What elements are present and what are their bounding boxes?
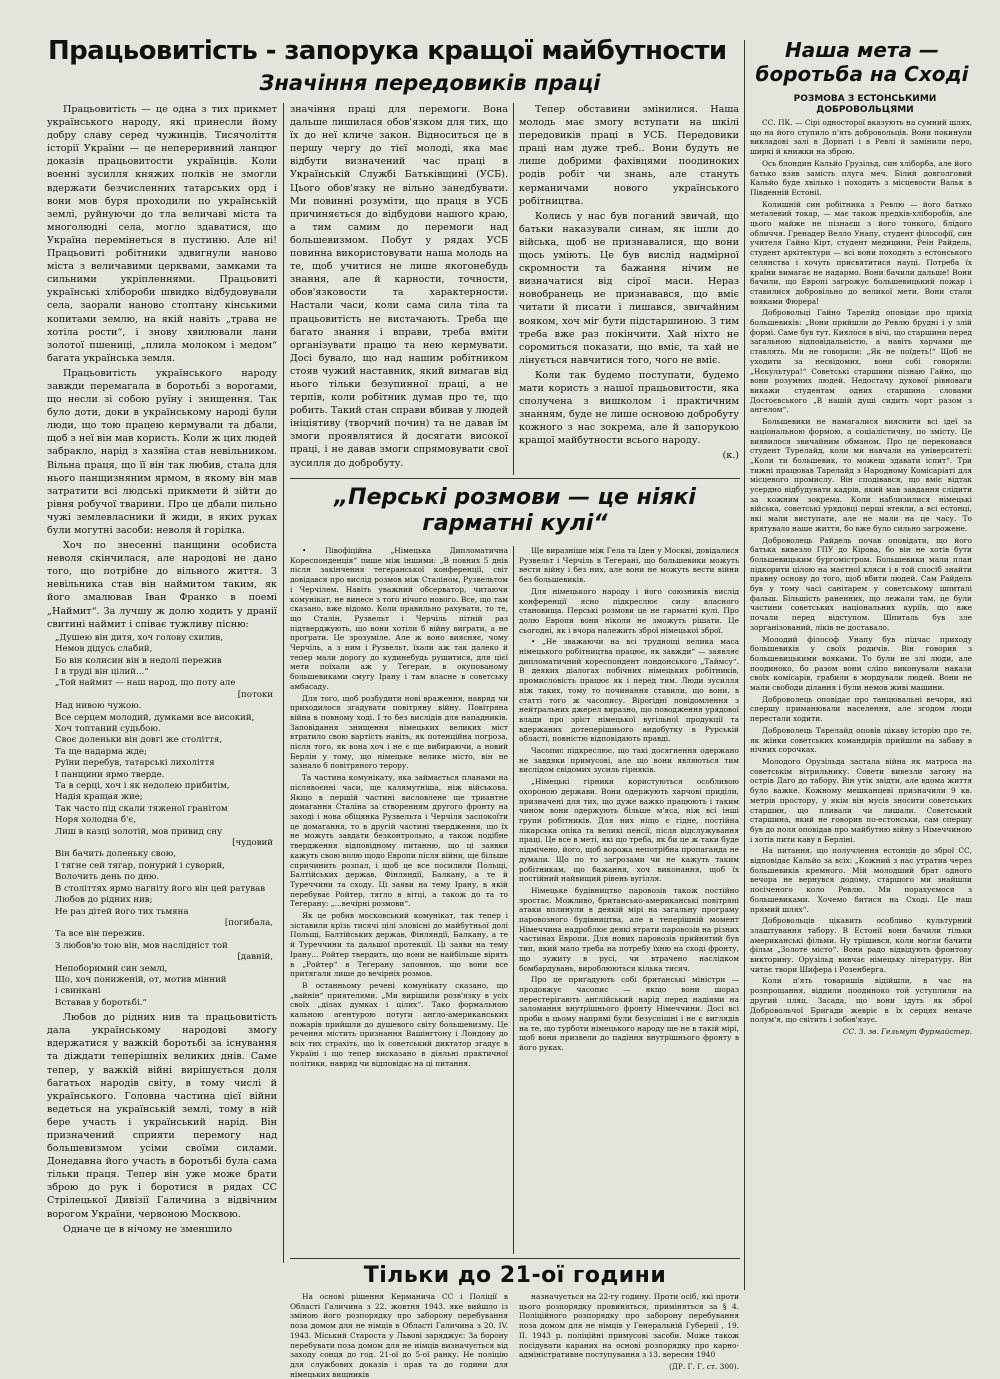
poem-line: Не раз дітей його тих тьмяна [55, 906, 189, 917]
paragraph: значіння праці для перемоги. Вона дальше лишилася обов'язком для тих, що їх до неї кличе закон. Відноситься це в першу чергу до тієї молоді, яка має відбути визначений час праці в Українській Службі Батьківщині (УСБ). Цього обов'язку не вільно занедбувати. Ми повинні розуміти, що праця в УСБ причиняється до відбудови нашого краю, а тим самим до перемоги над большевизмом. Побут у рядах УСБ повинна використовувати наша молодь на те, щоб учитися не лише якогонебудь знання, але й карности, точности, обов'язковости та характерности. Настали часи, коли сама сила тіла та працьовитість не вистачають. Треба ще багато знання і вправи, треба вміти організувати працю та нею кермувати. Досі бувало, що над нашим робітником стояв чужий наставник, який вимагав від нього тільки безупинної праці, а не терпів, коли робітник думав про те, що робить. Такий стан справи вбивав у людей ініціятиву (творчий почин) та не давав їм змоги проявлятися й досягати високої праці, і не давав змоги спрямовувати свої зусилля до добробуту. [290, 104, 508, 469]
section-divider [290, 1258, 740, 1259]
column-divider [513, 103, 514, 475]
author-signature: СС. З. зв. Гельмут Фурмайстер. [842, 1026, 972, 1036]
poem-line: Та ще надарма жде; [55, 746, 147, 757]
paragraph: На основі рішення Керманича СС і Поліції в Області Галичина з 22. жовтня 1943. яке вийшло із зміною його розпорядку про заборону перебування поза домом для не німців в Області Галичина з 20. IV. 1943. Міський Староста у Львові заряджує: За борону перебувати поза домом для не німців визначується від заходу сонця до год. 21-ої до 5-ої ранку. Не поліцію для службових доказів і прав та до години для німецьких вищників [290, 1292, 508, 1379]
poem-line: І в труді він цілий...“ [55, 666, 149, 677]
poem-line: і свинкані [55, 986, 101, 997]
poem-line: З любов'ю тою він, мов наслідніст той [55, 940, 228, 951]
persian-article-column-1 [290, 546, 508, 1254]
poem-line: Надія кращая жие; [55, 792, 143, 803]
curfew-headline: Тільки до 21-ої години [363, 1263, 667, 1288]
paragraph: Для німецького народу і його союзників вислід конференції ясно підкреслює силу власного становища. Перські розмови це не гарматні кулі. Про долю Европи вони ніколи не зможуть рішати. Це сьогодні, як і вчора належить зброї німецької зброї. [519, 586, 739, 635]
column-divider [283, 103, 284, 1263]
poem-line: Волочить день по дню. [55, 872, 160, 883]
poem-line: [давній, [237, 952, 273, 963]
poem-line: Так часто під скали тяженої гранітом [55, 803, 228, 814]
poem-line: [погибала, [224, 917, 273, 928]
paragraph: Та частина комунікату, яка займається планами на післявоєнні часи, ще калямутніша, ніж військова. Якщо в першій частині висловлене ще триантне домагання Сталіна за створенням другого фронту на заході і нова обіцянка Рузвельта і Черчіля заспокоїти це домагання, то в другій частині твердження, що їх не можуть завдати безконтрольно, а також подібне твердження відповідному питанню, що ці заявки кажуть свою волю щодо Европи після війни, ще більше спричинить розпал, і щоб це все посилили Польщі, Балтійських держав, Фінляндії, Балкану, а те й Туреччини та сходу. Ці заяви на тему Ірану, в якій перебуває Ройтер, тягло в вітці, а також до та то Тегерану: „...вечірні розмови“. [290, 773, 508, 909]
poem-line: „Душею він дитя, хоч голову схилив, [55, 632, 224, 643]
poem-line: Лиш в казці золотій, мов привид сну [55, 826, 223, 837]
main-article-column-2 [290, 103, 508, 475]
poem-line: І панщини ярмо тверде. [55, 769, 165, 780]
poem-line: Любов до рідних нив; [55, 895, 153, 906]
paragraph: Доброволець оповідає про танцювальні вечори, які спершу приманювали населення, але згодом люди перестали ходити. [750, 694, 972, 724]
paragraph: Коли так будемо поступати, будемо мати користь з нашої працьовитости, яка сполучена з вишколом і практичним знанням, буде не лише основою добробуту кожного з нас зокрема, але й запорукою кращої майбутности всього народу. [519, 369, 739, 447]
paragraph: Добровольці Гайно Тарелйд оповідає про прихід большевиків: „Вони прийшли до Ревлю брудні і у злій формі. Саме був тут. Киялося в вічі, що старшини перед загальною відповідальністю, а навіть харчами ще ставлять. Ми не говорили: „Як не поїдеть!“ Щоб не уходити за несвідомих, вони собі говорили: „Нєкультура!“ Советські старшини пізнаю Гайно, що вони розумних людей. Недостачу духової рівноваги викажи студентам одних старшина словами Достоєвського „В нашій душі сидить чорт разом з ангелом“. [750, 308, 972, 415]
paragraph: Для того, щоб розбудити нові враження, навряд чи приходилося згадувати повітряну війну. Повітряна війна в повному ході. І то без вислідів для нападників. Заповідання знищення німецьких великих міст втратило свою вартість навіть, як потенційна погроза, після того, як вона хоч і не є ще вибираючи, а новий Берлін у тому, що німецьке велике місто, він не зазнало б повітряного терору. [290, 693, 508, 771]
paragraph: „Німецькі гірники користуються особливою охороною держави. Вони одержують харчові приділи, призначені для тих, що дуже важко працюють і таким чином вони одержують більше м'яса, ніж всі інші групи робітників. Для них ніщо є гідне, постійна лікарська опіка та великі пенсії, після відслужування праці. Це все в меті, які що треба, як би це ж таки буде підмічено, його, щоб ворожа непотрібна пропаганда не думали. Що по то загрозами чи не кажуть таким робітникам, що бажання, хоч виконання, щоб їх постійний найвищий рівень вугілля. [519, 777, 739, 884]
side-article-column [750, 118, 972, 1278]
poem-line: Він бачить доленьку свою, [55, 849, 177, 860]
poem-line: Бо він колисин він в недолі пережив [55, 655, 222, 666]
poem-excerpt [55, 633, 277, 1009]
paragraph: Доброволець Райдель почав оповідати, що його батька вивезло ГПУ до Кірова, бо він не хотів бути большевицьким бургомістром. Большевики мали план підкорити цілою на маєтної кляси і в той спосіб знайти правну основу до того, щоб вбити людей. Сам Райдель був у тому часі санітарем у советському шпиталі фальш. Більшість раненних, що лежали там, це були частини советських національних куріїв, що вже почали перед відступом. Шпиталь був зле зорганізований, ліків не доставало. [750, 535, 972, 632]
poem-line: Руїни перебув, татарські лихоліття [55, 758, 215, 769]
poem-line: Все серцем молодий, думками все високий, [55, 712, 255, 723]
paragraph: Молодого Орузільда застала війна як матроса на советськім вітрильнику. Совети вивезли загону на острів Даго до табору. Він утік звідти, але вдома життя було важке. Кожному мешканцеві призначили 9 кв. метрів простору, у якім він мусів зносити советських старшин, що пливали чи лишали. Советський старшина, який не говорив по-естонськи, сам спершу був до поля оповідав про майбутню війну з Німеччиною і хотів пити каву в Берліні. [750, 757, 972, 844]
poem-line: Хоч топтаний судьбою. [55, 724, 161, 734]
paragraph: Тепер обставини змінилися. Наша молодь має змогу вступати на шкілі передовиків праці в УСБ. Передовики праці нам дуже треб.. Вони будуть не лише добрими фахівцями поодиноких родів робіт чи знань, але стануть керманичами нового українського робітництва. [519, 104, 739, 207]
poem-line: Над нивою чужою. [55, 701, 142, 712]
poem-line: Що, хоч пониженій, от, мотив мінний [55, 974, 227, 985]
paragraph: СС. ПК. — Сірі односторої вказують на сумний шлях, що на його ступило п'ять добровольців. Вони покинули викладові залі в Дорпаті і в Ревлі й замінили перо, ширкі й книжки на зброю. [750, 118, 972, 157]
paragraph: Як це робив московський комунікат, так тепер і зіставили крізь тисячі цілі зловісні до майбутньої долі Польщі, Балтійських держав, Фінляндії, Балкану, а те й Туреччини та дальшої протекції. Ці заяви на тему Ірану... Ройтер твердить, що вони не найбільше вірять в „Ройтер“ в Тегерану заповнюв, що вони все притягали лише до вечірніх розмов. [290, 911, 508, 979]
persian-headline-line1: „Перські розмови — це ніякі [334, 485, 696, 510]
paragraph: Працьовитість — це одна з тих прикмет українського народу, які принесли йому добру славу серед чужинців. Тисячоліття історії України — це непереривний ланцюг доказів працьовитости українців. Коли военні зусилля княжих полків не змогли вдержати безчисленних татарських орд і вони мов буря проходили по українській землі, руйнуючи до тла величаві міста та многолюдні села, могло здаватися, що Україна перемінеться в пустиню. Але ні! Працьовиті робітники здвигнули наново міста з величавими церквами, замками та сильними укріпленнями. Працьовиті українські хлібороби швидко відбудовували села, заорали наново стоптану кінськими копитами землю, на якій навіть „трава не хотіла рости“, і знову хвилювали лани золотої пшениці, „плила молоком і медом“ багата українська земля. [47, 104, 277, 364]
column-divider [513, 546, 514, 1254]
paragraph: Любов до рідних нив та працьовитість дала українському народові змогу вдержатися у важкій боротьбі за існування та діждати теперішніх великих днів. Саме тепер, у важкій війні вирішується доля багатьох народів світу, в тому числі й українського. Головна частина цієї війни ведеться на українській землі, тому в ній бере участь і український нарід. Він призначений сприяти перемогу над большевизмом усіми своїми силами. Донедавна його участь в боротьбі була сама тільки праця. Тепер він уже може брати зброю до рук і боротися в рядах СС Стрілецької Дивізії Галичина з відвічним ворогом України, червоною Москвою. [47, 1012, 277, 1220]
paragraph: Часопис підкреслює, що такі досягнення одержано не завдяки примусові, але що вони являються тим вислідом свідомих зусиль гірняків. [519, 746, 739, 775]
poem-line: Своє доленьки він довгі же століття, [55, 735, 223, 746]
persian-article-column-2 [519, 546, 739, 1254]
paragraph: Коли п'ять товаришів відійшли, в час на розпрощання, віддили поодиноко той уступлили на другий пляц. Засада, що вони ідуть як зброї Добровольчої Бригади жевріє в їх серцях неначе полум'я, що світить і зобов'язує. [750, 976, 972, 1025]
paragraph: Добровольців цікавить особливо культурний злаштування табору. В Естонії вони бачили тільки американські фільми. Ну трішився, коли могли бачити фільм „Золоте місто“. Вони радо відвідують фронтову викторину. Орузільд вивчає німецьку літературу. Він читає твори Шифера і Розенберга. [750, 916, 972, 974]
paragraph: В останньому речені комунікату сказано, що „вайнін“ приятелями. „Ми вирішили розв'язку в усіх своїх „ділах думках і цілих“. Тако формальною кальною агентурою потуги англо-американських пожарів прийшли до душевого світу большевизму. Це речення містить признання Вашінгтону і Лондону до всіх тих страхіть, що їх советський диктатор згадує в Україні і що тепер висказано в діяльні практичної політики, навряд чи відповідає на ці питання. [290, 980, 508, 1068]
paragraph: (ДР. Г. Г. ст. 300). [668, 1361, 739, 1371]
poem-line: Норя холодна б'є, [55, 815, 136, 826]
side-subheadline: РОЗМОВА З ЕСТОНСЬКИМИ ДОБРОВОЛЬЦЯМИ [793, 94, 937, 115]
main-headline: Працьовитість - запорука кращої майбутности [48, 36, 727, 66]
section-divider [290, 478, 740, 479]
poem-line: Немов дідусь слабий, [55, 644, 153, 655]
main-article-column-1 [47, 103, 277, 1263]
poem-line: Вставав у боротьбі.“ [55, 997, 147, 1008]
poem-line: Непоборимий син землі, [55, 963, 168, 974]
poem-line: [чудовий [232, 838, 273, 849]
paragraph: Ось блондин Кальйо Грузільд, син хліборба, але його батько взяв замість плуга меч. Білий довголговий Кальйо буде хвілько і походить з місцевости Вальк в Південній Естонії. [750, 158, 972, 197]
paragraph: Одначе це в нічому не зменшило [63, 1223, 233, 1235]
paragraph: Про це приґадують собі британські міністри — продовжує часопис — якщо вони шораз перестерігають англійський нарід перед надіями на заломання внутрішнього фронту Німеччини. Досі всі проби в цьому напрямі були безуспішні і не є виглядів на те, що турботи німецького народу ще не в такій мірі, щоб вони призвели до падіння внутрішнього фронту в його руках. [519, 975, 739, 1053]
paragraph: Большевики не намагалися вияснити всі ідеї за національною формою, а соціалістичну, по змісту. Це виявилося звичайним обманом. Про це переконався студент Турелайд, коли ми навчали на університеті: „Коли ти большевик, то можеш здавати іспит“. Три тижні працював Тарелайд з Народному Комісаріаті для місцевого промислу. Він сподівався, що вміє відтак усердно відбудувати кадрів, який мав завдання слідити за кожним зокрема. Коли наблизилися німецькі війська, советські урядовці перші втекли, а всі естонці, які мали виступати, але не мали на це часу. То врятувало наше життя, бо вже було сильно загрожене. [750, 417, 972, 533]
paragraph: • „Не зважаючи на всі труднощі велика маса німецького робітництва працює, як завжди“ — заявляє дипломатичний кореспондент лондонського „Таймсу“. В деяких діалогах побічних німецьких робітників, промисловість працює як і перед тим. Люди зусилля ніж таких, тому то починання ставили, що вони, в статті того ж часопису. Вірогідні повідомлення з нейтральних джерел виразно, що поводження урядової влади про зріст німецької вугільної продукції та вдержаних дотеперішнього видобутку в Рурській області, повністю відповідають правді. [519, 637, 739, 744]
poem-line: Та все він пережив. [55, 929, 145, 940]
paragraph: Німецьке будівництво паровозів також постійно зростає. Можливо, британсько-американські повітряні атаки вплинули в деякій мірі на загальну програму паровозного будівництва, але в теперішній момент Німеччина надроблює деякі втрати паровозів на різних частинах Европи. Для нових паровозів прийнятий був тип, який мало треба на потребу їхню на сході фронту, що зужиту в русі, чи втрачено наслідком бомбардувань, вироблюються кілька тисяч. [519, 885, 739, 973]
side-headline-line2: боротьба на Сході [755, 62, 969, 86]
paragraph: На питання, що получлення естонців до зброї СС, відповідає Кальйо за всіх: „Кожний з нас утратив через большевиків кремного. Мій молодший брат одного вечора не вернувся додому, старшого ми знайшли посіченого коло Ревлю. Ми порахуємося з большевиками. Хочемо битися на Сході. Це наш прямий шлях“. [750, 846, 972, 914]
paragraph: назначується на 22-гу годину. Проти осіб, які проти цього розпорядку провиняться, приміняться за § 4. Поліційного розпорядку про заборону перебування поза домом для не німців у Генеральній Губернії , 19. ІІ. 1943 р. поліційні примусові засоби. Може також посідувати караних на основі розпорядку про карно-адміністративне поступування з 13. вересня 1940 [519, 1292, 739, 1360]
curfew-column-2 [519, 1292, 739, 1371]
persian-headline-line2: гарматні кулі“ [422, 511, 608, 536]
side-headline-line1: Наша мета — [785, 38, 939, 62]
paragraph: Працьовитість українського народу завжди перемагала в боротьбі з ворогами, що несли зі собою руїну і знищення. Так було доти, доки в українському народі були люди, що тою працею кермували та дбали, щоб з неї він мав користь. Коли ж цих людей забракло, нарід з хазяїна став невільником. Вільна праця, що її він так любив, стала для нього панщизняним ярмом, в якому він мав затратити всі людські прикмети й зійти до рівня робучої тварини. Про це дбали пильно чужі землевласники й жиди, в яких руках були могутні засоби: неволя й горілка. [47, 367, 277, 536]
poem-line: І тягне сей тягар, понурий і суворий, [55, 860, 225, 871]
column-divider [744, 40, 745, 1290]
main-subheadline: Значіння передовиків праці [259, 71, 601, 95]
paragraph: Колись у нас був поганий звичай, що батьки наказували синам, як ішли до війська, щоб не признавалися, що вони щось уміють. Це був вислід надмірної скромности та бажання нічим не визначатися від сірої маси. Нераз новобранець не признавався, що вміє читати й писати і лишався, звичайним вояком, хоч міг бути підстаршиною. З тим треба вже раз покінчити. Хай ніхто не соромиться показати, що вміє, та хай не лінується навчитися того, чого не вміє. [519, 210, 739, 366]
paragraph: • Півофіційна „Німецька Дипломатична Кореспонденція“ пише між іншими: „В повних 5 днів після закінчення тегеранської конференції, світ довідався про вислід розмов між Сталіном, Рузвельтом і Черчілем. Навіть уважний обсерватор, читаючи комунікат, не винесе з того нічого нового. Все, що там сказано, вже відомо. Коли правильно рахувати, то те, що Сталін, Рузвельт і Черчіль пітній раз підтверджують, що вони хотіли б війну виграти, а не програти. Це зрозуміле. Але ж воно виясняє, чому Черчіль, а з ним і Рузвельт, їхали аж так далеко й тепер мали дорогу до кудинебудь рушитися, для цієї мети поїхали аж у Тегеран, в окупованому большевиками смугу Ірану і там власне в советську амбасаду. [290, 546, 508, 691]
paragraph: Ще виразніше між Гела та Іден у Москві, довідалися Рузвельт і Черчіль в Тегерані, що большевики можуть вести війну і без них, але вони не можуть вести війни без большевиків. [519, 546, 739, 585]
poem-line: „Той наймит — наш народ, що поту але [55, 678, 236, 689]
main-article-column-3 [519, 103, 739, 475]
paragraph: Молодий філософ Унапу був підчас приходу большевиків у своїх родичів. Він говорив з большевицькими вояками. То були не злі люди, але поодиноко, бо разом вони сліпо виконували накази своїх комісарів, грабили в мордували людей. Вони не мали свободи ділання і були немов живі машини. [750, 634, 972, 693]
paragraph: Доброволець Тарелайд оповів цікаву історію про те, як жінки советських командирів прийшли на забаву в нічних сорочках. [750, 725, 972, 755]
poem-line: В століттях ярмо нагніту його він цей ратував [55, 883, 266, 894]
poem-line: [потоки [237, 689, 273, 700]
paragraph: Хоч по знесенні панщини особиста неволя скінчилася, але народові не дано того, що потрібне до вільного життя. З невільника став він наймитом таким, як його змалював Іван Франко в поемі „Наймит“. За лучшу ж долю ходить у дранії свитині наймит і співає тужливу пісню: [47, 540, 277, 630]
curfew-column-1 [290, 1292, 508, 1379]
article-signature: (к.) [722, 450, 739, 462]
paragraph: Колишній син робітника з Ревлю — його батько металевий токар, — має також предків-хліборобів, але цього майже не пізнаєш з його тонкого, блідого обличчя. Гренадер Велло Унапу, студент філософії, син учителя Гайно Кірт, студент медицини, Реін Райдель, студент архітектури — всі вони походять з естонського селянства і хочуть присвятитися науці. Потреба їх країни вимагає не надармо. Вони бачили дальше! Вони бачили, що Европі загрожує большевицький пожар і ставилися добровільно до великої мети. Вони стали вояками Фюрера! [750, 199, 972, 306]
poem-line: Та в серці, хоч і як недолею прибитім, [55, 781, 230, 792]
